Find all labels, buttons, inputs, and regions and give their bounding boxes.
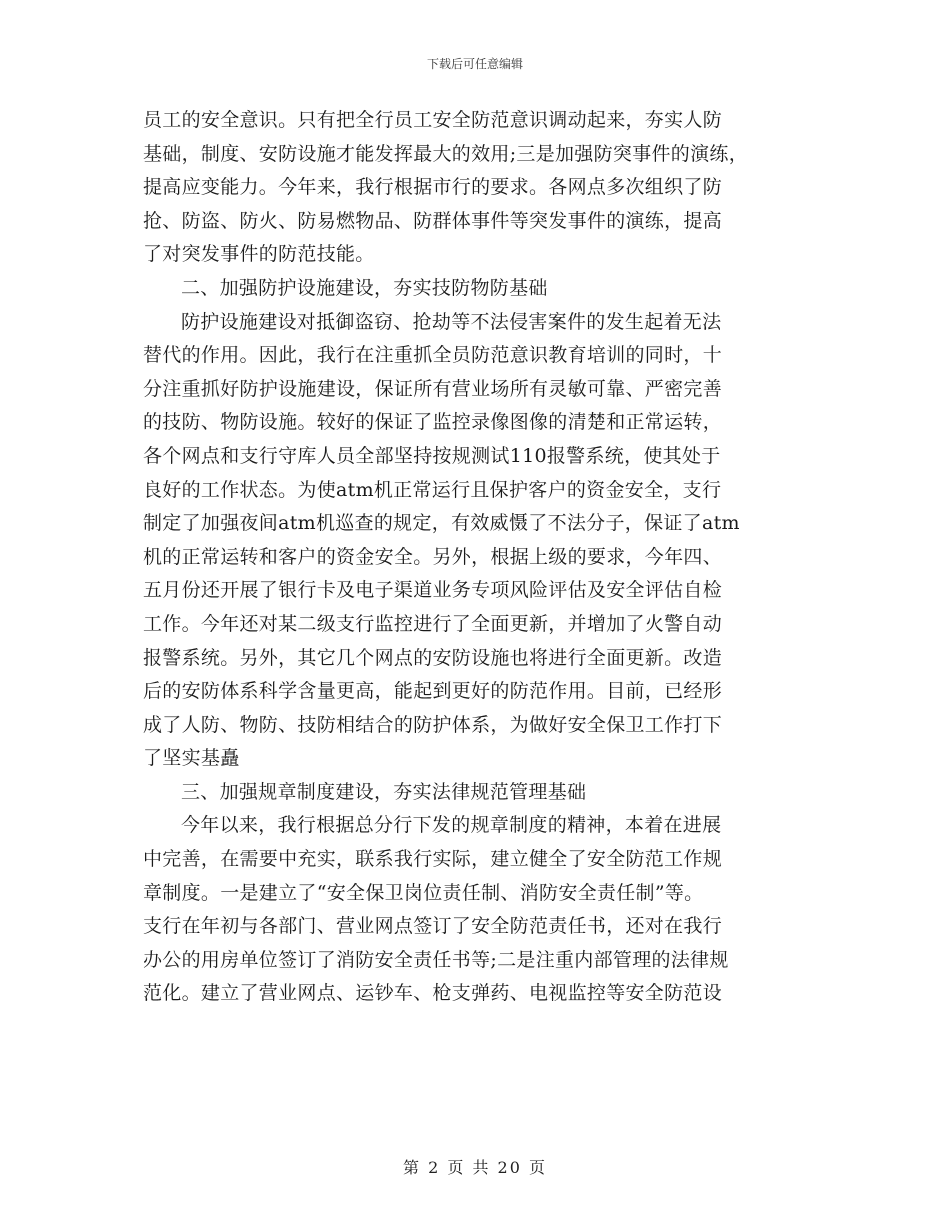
paragraph-line-indented: 今年以来，我行根据总分行下发的规章制度的精神，本着在进展 [181, 814, 722, 837]
paragraph-line: 支行在年初与各部门、营业网点签订了安全防范责任书，还对在我行 [143, 915, 723, 938]
paragraph-line-indented: 三、加强规章制度建设，夯实法律规范管理基础 [181, 780, 587, 803]
paragraph-line: 中完善，在需要中充实，联系我行实际，建立健全了安全防范工作规 [143, 848, 723, 871]
paragraph-line-indented: 二、加强防护设施建设，夯实技防物防基础 [181, 276, 548, 299]
paragraph-line: 工作。今年还对某二级支行监控进行了全面更新，并增加了火警自动 [143, 612, 723, 635]
paragraph-line: 抢、防盗、防火、防易燃物品、防群体事件等突发事件的演练，提高 [143, 209, 723, 232]
paragraph-line: 办公的用房单位签订了消防安全责任书等;二是注重内部管理的法律规 [143, 948, 729, 971]
paragraph-line: 良好的工作状态。为使atm机正常运行且保护客户的资金安全，支行 [143, 478, 722, 501]
paragraph-line: 章制度。一是建立了“安全保卫岗位责任制、消防安全责任制”等。 [143, 881, 704, 904]
paragraph-line: 各个网点和支行守库人员全部坚持按规测试110报警系统，使其处于 [143, 444, 721, 467]
paragraph-line: 提高应变能力。今年来，我行根据市行的要求。各网点多次组织了防 [143, 176, 723, 199]
paragraph-line: 替代的作用。因此，我行在注重抓全员防范意识教育培训的同时，十 [143, 344, 723, 367]
paragraph-line: 的技防、物防设施。较好的保证了监控录像图像的清楚和正常运转， [143, 411, 723, 434]
paragraph-line: 员工的安全意识。只有把全行员工安全防范意识调动起来，夯实人防 [143, 109, 723, 131]
paragraph-line: 五月份还开展了银行卡及电子渠道业务专项风险评估及安全评估自检 [143, 579, 723, 602]
paragraph-line: 机的正常运转和客户的资金安全。另外，根据上级的要求，今年四、 [143, 545, 723, 568]
paragraph-line: 范化。建立了营业网点、运钞车、枪支弹药、电视监控等安全防范设 [143, 982, 723, 1005]
paragraph-line: 成了人防、物防、技防相结合的防护体系，为做好安全保卫工作打下 [143, 713, 723, 736]
paragraph-line: 报警系统。另外，其它几个网点的安防设施也将进行全面更新。改造 [143, 646, 723, 669]
paragraph-line-indented: 防护设施建设对抵御盗窃、抢劫等不法侵害案件的发生起着无法 [181, 310, 722, 333]
paragraph-line: 了对突发事件的防范技能。 [143, 243, 375, 266]
paragraph-line: 分注重抓好防护设施建设，保证所有营业场所有灵敏可靠、严密完善 [143, 377, 723, 400]
document-body [143, 104, 823, 1011]
paragraph-line: 后的安防体系科学含量更高，能起到更好的防范作用。目前，已经形 [143, 680, 723, 703]
paragraph-line: 制定了加强夜间atm机巡查的规定，有效威慑了不法分子，保证了atm [143, 512, 740, 535]
paragraph-line: 了坚实基矗 [143, 747, 240, 770]
page-header: 下载后可任意编辑 [426, 57, 523, 71]
page-footer: 第 2 页 共 20 页 [403, 1158, 547, 1177]
paragraph-line: 基础，制度、安防设施才能发挥最大的效用;三是加强防突事件的演练， [143, 142, 749, 165]
